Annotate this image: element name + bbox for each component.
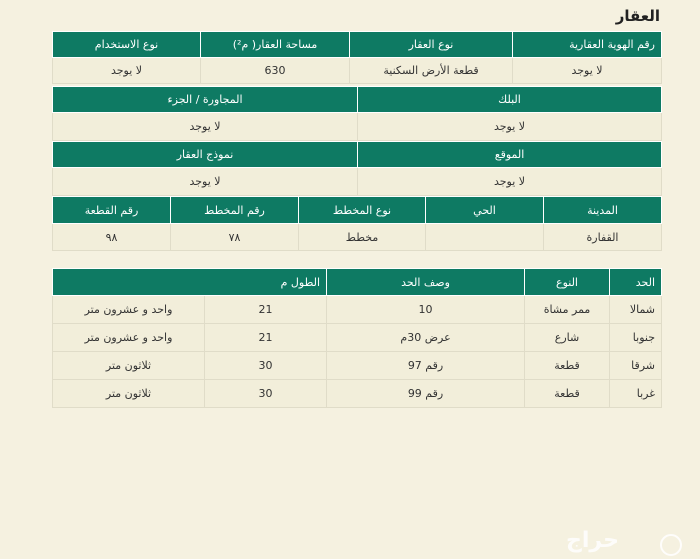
table-row [53,296,662,324]
boundary-length: 21 [205,324,327,352]
value-neighborhood-part: لا يوجد [53,113,358,141]
value-property-type: قطعة الأرض السكنية [350,58,513,84]
block-table [52,86,662,141]
header-location: الموقع [358,142,662,168]
boundary-description: عرض 30م [327,324,525,352]
value-location: لا يوجد [358,168,662,196]
header-boundary-type: النوع [525,269,610,296]
header-length: الطول م [53,269,327,296]
boundary-description: 10 [327,296,525,324]
boundary-direction: جنوبا [610,324,662,352]
header-property-area: مساحة العقار( م²) [201,32,350,58]
boundary-length: 30 [205,380,327,408]
value-block: لا يوجد [358,113,662,141]
value-city: القفارة [544,224,662,251]
page-title: العقار [615,7,660,25]
header-property-id: رقم الهوية العقارية [513,32,662,58]
header-property-type: نوع العقار [350,32,513,58]
header-boundary: الحد [610,269,662,296]
boundary-length-words: واحد و عشرون متر [53,296,205,324]
header-boundary-description: وصف الحد [327,269,525,296]
location-table [52,141,662,196]
value-plan-number: ٧٨ [171,224,299,251]
property-info-table [52,31,662,84]
value-property-area: 630 [201,58,350,84]
header-usage-type: نوع الاستخدام [53,32,201,58]
boundary-length-words: ثلاثون متر [53,380,205,408]
header-block: البلك [358,87,662,113]
value-usage-type: لا يوجد [53,58,201,84]
boundary-direction: شمالا [610,296,662,324]
value-plot-number: ٩٨ [53,224,171,251]
boundary-length: 30 [205,352,327,380]
boundary-type: قطعة [525,352,610,380]
value-property-model: لا يوجد [53,168,358,196]
boundaries-table [52,268,662,408]
header-neighborhood-part: المجاورة / الجزء [53,87,358,113]
header-property-model: نموذج العقار [53,142,358,168]
boundary-length: 21 [205,296,327,324]
value-plan-type: مخطط [299,224,426,251]
table-row [53,380,662,408]
boundary-description: رقم 99 [327,380,525,408]
header-plan-number: رقم المخطط [171,197,299,224]
boundary-type: قطعة [525,380,610,408]
plan-table [52,196,662,251]
watermark-logo: حراج [566,528,619,553]
boundary-length-words: ثلاثون متر [53,352,205,380]
boundary-description: رقم 97 [327,352,525,380]
watermark-circle-icon [660,534,682,556]
boundary-length-words: واحد و عشرون متر [53,324,205,352]
value-district [426,224,544,251]
table-row [53,324,662,352]
boundary-direction: غربا [610,380,662,408]
table-row [53,352,662,380]
header-plot-number: رقم القطعة [53,197,171,224]
boundary-direction: شرقا [610,352,662,380]
header-plan-type: نوع المخطط [299,197,426,224]
header-city: المدينة [544,197,662,224]
header-district: الحي [426,197,544,224]
boundary-type: شارع [525,324,610,352]
boundary-type: ممر مشاة [525,296,610,324]
value-property-id: لا يوجد [513,58,662,84]
